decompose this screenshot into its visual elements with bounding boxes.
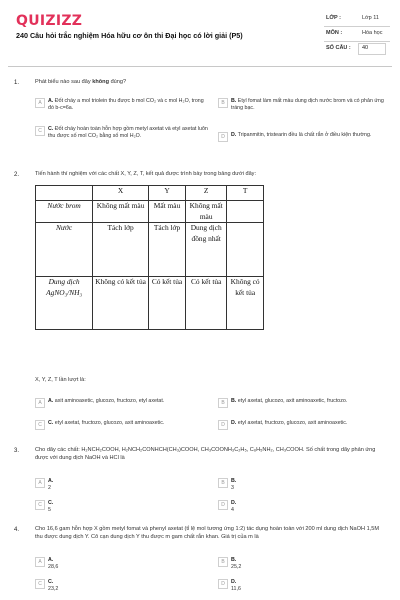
table-header-cell: X [93, 186, 149, 201]
table-cell: Dung dịch đồng nhất [186, 223, 227, 277]
option-body: 25,2 [231, 563, 242, 570]
option-text [48, 579, 58, 593]
option-body: Đốt cháy hoàn toàn hỗn hợp gồm metyl axetat và etyl axetat luôn thu được số mol CO₂ bằng số mol H₂O. [48, 126, 208, 139]
option-key: A. [48, 398, 54, 404]
option-key: B. [231, 478, 237, 484]
question-4-text: Cho 16,6 gam hỗn hợp X gồm metyl fomat và phenyl axetat (tỉ lệ mol tương ứng 1:2) tác dụng hoàn toàn với 200 ml dung dịch NaOH 1,5M thu được dung dịch Y. Cô cạn dung dịch Y thu được m gam chất rắn khan. Giá trị của m là [35, 526, 380, 540]
option-key: D. [231, 420, 237, 426]
question-3-number: 3. [14, 448, 20, 454]
table-cell [227, 201, 264, 223]
option-body: Đốt cháy a mol triolein thu được b mol CO₂ và c mol H₂O, trong đó b-c=6a. [48, 98, 204, 111]
option-badge: D [218, 500, 228, 510]
table-row [36, 201, 264, 223]
quizizz-logo: QUIZIZZ [16, 13, 83, 29]
table-row-label: Nước [36, 223, 93, 277]
option-badge: A [35, 98, 45, 108]
option-text [231, 420, 399, 427]
table-header-cell: Y [148, 186, 185, 201]
option-badge: B [218, 557, 228, 567]
question-2-text: Tiến hành thí nghiệm với các chất X, Y, Z, T, kết quả được trình bày trong bảng dưới đây: [35, 171, 257, 177]
table-header-row [36, 186, 264, 201]
option-badge: D [218, 420, 228, 430]
question-1-text-part: đúng? [109, 79, 127, 85]
option-key: D. [231, 579, 237, 585]
option-body: Tripanmitin, tristearin đều là chất rắn ở điều kiện thường. [237, 132, 372, 138]
option-key: B. [231, 557, 237, 563]
table-cell: Tách lớp [148, 223, 185, 277]
option-text [48, 420, 216, 427]
option-key: D. [231, 132, 237, 138]
option-badge: B [218, 478, 228, 488]
option-key: C. [48, 500, 54, 506]
option-body: 23,2 [48, 585, 59, 592]
option-body: 4 [231, 506, 234, 513]
option-text [231, 579, 241, 593]
option-text [231, 98, 391, 112]
option-badge: D [218, 132, 228, 142]
question-2-followup: X, Y, Z, T lần lượt là: [35, 377, 86, 383]
meta-count [324, 42, 390, 56]
option-key: C. [48, 126, 54, 132]
option-body: 3 [231, 484, 234, 491]
table-cell: Không có kết tủa [93, 277, 149, 330]
option-badge: C [35, 420, 45, 430]
table-cell [227, 223, 264, 277]
option-badge: B [218, 398, 228, 408]
question-1-text-part: Phát biểu nào sau đây [35, 79, 93, 85]
option-text [48, 557, 58, 571]
table-row-label: Nước brom [36, 201, 93, 223]
option-text [231, 478, 236, 492]
meta-grade [324, 12, 390, 27]
option-body: 11,6 [231, 585, 241, 592]
table-cell: Tách lớp [93, 223, 149, 277]
table-row-label: Dung dịch AgNO₃/NH₃ [36, 277, 93, 330]
option-body: axit aminoaxetic, glucozo, fructozo, etyl axetat. [54, 398, 165, 404]
table-cell: Mất màu [148, 201, 185, 223]
option-text [48, 500, 53, 514]
question-4-number: 4. [14, 527, 20, 533]
table-row [36, 223, 264, 277]
meta-count-value: 40 [362, 45, 369, 51]
option-badge: D [218, 579, 228, 589]
header-divider [8, 66, 392, 67]
option-body: etyl axetat, fructozo, glucozo, axit aminoaxetic. [54, 420, 165, 426]
question-1-text [35, 79, 375, 87]
table-cell: Có kết tủa [186, 277, 227, 330]
option-body: 2 [48, 484, 51, 491]
meta-grade-label: LỚP : [326, 15, 341, 21]
option-key: A. [48, 478, 54, 484]
table-cell: Không mất màu [93, 201, 149, 223]
option-body: etyl axetat, fructozo, glucozo, axit aminoaxetic. [237, 420, 348, 426]
option-badge: A [35, 557, 45, 567]
meta-subject [324, 27, 390, 42]
meta-grade-value: Lớp 11 [362, 15, 379, 21]
question-1-text-emphasis: không [92, 79, 110, 85]
option-text [231, 557, 241, 571]
option-text [48, 478, 53, 492]
table-cell: Không có kết tủa [227, 277, 264, 330]
option-text [48, 126, 208, 140]
option-text [231, 398, 399, 405]
option-key: C. [48, 420, 54, 426]
option-text [48, 398, 216, 405]
option-text [231, 132, 391, 139]
meta-count-label: SỐ CÂU : [326, 45, 351, 51]
question-3-text: Cho dãy các chất: H₂NCH₂COOH, H₂NCH₂CONHCH(CH₃)COOH, CH₃COONH₃C₂H₅, C₆H₅NH₂, CH₃COOH. Số chất trong dãy phản ứng được với dung dịch NaOH và HCl là [35, 447, 376, 461]
table-header-cell [36, 186, 93, 201]
option-key: C. [48, 579, 54, 585]
table-row [36, 277, 264, 330]
meta-subject-value: Hóa học [362, 30, 383, 36]
option-body: 5 [48, 506, 51, 513]
option-badge: C [35, 579, 45, 589]
option-key: D. [231, 500, 237, 506]
option-key: B. [231, 98, 237, 104]
question-2-number: 2. [14, 172, 20, 178]
option-badge: A [35, 478, 45, 488]
page-title: 240 Câu hỏi trắc nghiệm Hóa hữu cơ ôn thi Đại học có lời giải (P5) [16, 31, 243, 40]
option-body: etyl axetat, glucozo, axit aminoaxetic, fructozo. [237, 398, 348, 404]
option-badge: C [35, 126, 45, 136]
option-key: A. [48, 98, 54, 104]
option-badge: A [35, 398, 45, 408]
option-body: Etyl fomat làm mất màu dung dịch nước brom và có phản ứng tráng bạc. [231, 98, 384, 111]
option-badge: B [218, 98, 228, 108]
meta-panel [324, 12, 390, 56]
question-1-number: 1. [14, 80, 20, 86]
meta-subject-label: MÔN : [326, 30, 343, 36]
meta-count-box [358, 43, 386, 55]
option-badge: C [35, 500, 45, 510]
table-cell: Có kết tủa [148, 277, 185, 330]
option-text [231, 500, 236, 514]
option-key: A. [48, 557, 54, 563]
table-header-cell: T [227, 186, 264, 201]
option-text [48, 98, 208, 112]
table-header-cell: Z [186, 186, 227, 201]
option-body: 28,6 [48, 563, 59, 570]
option-key: B. [231, 398, 237, 404]
table-cell: Không mất màu [186, 201, 227, 223]
experiment-table [35, 185, 264, 330]
